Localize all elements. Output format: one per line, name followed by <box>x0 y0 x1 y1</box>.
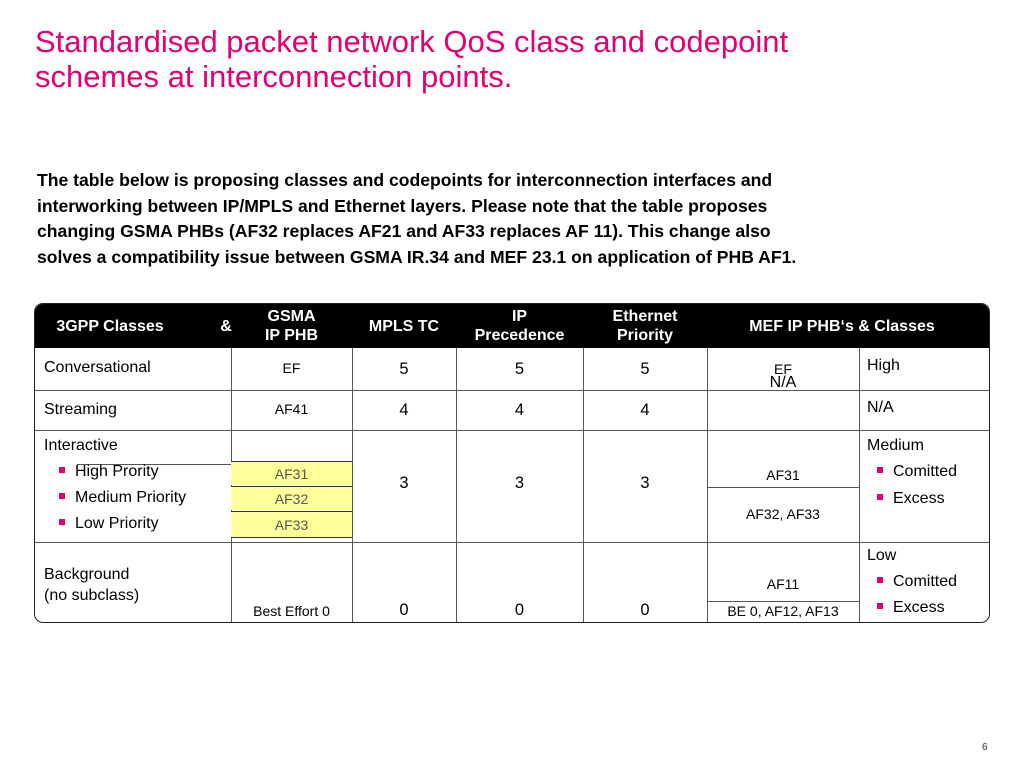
class-background-sub: (no subclass) <box>44 587 140 604</box>
header-gsma-ip-phb <box>231 304 352 348</box>
subclass-label: Medium Priority <box>75 489 187 506</box>
mef-ef: EF <box>774 361 792 377</box>
bullet-icon <box>877 467 883 473</box>
table-header <box>35 304 990 348</box>
ip-3: 3 <box>514 474 525 492</box>
header-text: IP <box>511 308 528 325</box>
list-item <box>877 599 945 617</box>
mef-class-medium: Medium <box>867 437 924 454</box>
subclass-label: High Prority <box>75 463 159 480</box>
list-item <box>59 489 186 507</box>
mef-class-low: Low <box>867 547 897 564</box>
mef-subclass-label: Excess <box>893 599 945 616</box>
title-line: schemes at interconnection points. <box>35 59 513 94</box>
mef-af11: AF11 <box>766 576 800 592</box>
subclass-label: Low Priority <box>75 515 159 532</box>
header-ethernet-priority <box>583 304 707 348</box>
mef-subclass-label: Excess <box>893 490 945 507</box>
header-text: Priority <box>616 327 673 344</box>
phb-af33-highlight: AF33 <box>231 511 352 538</box>
bullet-icon <box>877 494 883 500</box>
mpls-3: 3 <box>399 474 409 492</box>
bullet-icon <box>59 467 65 473</box>
class-conversational: Conversational <box>44 359 151 376</box>
row-separator <box>35 430 990 431</box>
ip-4: 4 <box>514 401 525 419</box>
eth-4: 4 <box>640 401 650 419</box>
phb-af41: AF41 <box>274 401 309 417</box>
bullet-icon <box>877 577 883 583</box>
mef-af32-af33: AF32, AF33 <box>746 506 820 522</box>
slide-title <box>35 24 995 94</box>
header-text: Precedence <box>474 327 565 344</box>
eth-3: 3 <box>640 474 650 492</box>
mpls-4: 4 <box>399 401 409 419</box>
intro-line: interworking between IP/MPLS and Ethernet layers. Please note that the table proposes <box>37 195 768 216</box>
list-item <box>877 490 945 508</box>
row-separator <box>35 542 990 543</box>
page-number: 6 <box>982 742 988 753</box>
list-item <box>59 463 159 481</box>
mef-na: N/A <box>769 374 797 391</box>
row-separator <box>707 601 859 602</box>
intro-paragraph <box>37 168 987 270</box>
bullet-icon <box>59 493 65 499</box>
list-item <box>59 515 159 533</box>
class-streaming: Streaming <box>44 401 117 418</box>
header-mef-classes: MEF IP PHB‘s & Classes <box>749 317 935 335</box>
phb-ef: EF <box>282 360 301 376</box>
mef-subclass-label: Comitted <box>893 573 958 590</box>
intro-line: changing GSMA PHBs (AF32 replaces AF21 and AF33 replaces AF 11). This change also <box>37 221 771 241</box>
mpls-0: 0 <box>399 601 409 619</box>
list-item <box>877 463 957 481</box>
header-ip-precedence <box>456 304 583 348</box>
eth-5: 5 <box>640 360 650 378</box>
class-background: Background <box>44 566 130 583</box>
mef-be0-af12-af13: BE 0, AF12, AF13 <box>727 603 839 619</box>
list-item <box>877 573 957 591</box>
row-separator <box>707 487 859 488</box>
header-ampersand: & <box>220 317 232 335</box>
phb-af32-highlight: AF32 <box>231 486 352 510</box>
mef-class-high: High <box>867 357 900 374</box>
header-mpls-tc: MPLS TC <box>368 317 440 335</box>
class-interactive: Interactive <box>44 437 118 454</box>
intro-line: The table below is proposing classes and codepoints for interconnection interfaces and <box>37 170 773 190</box>
intro-line: solves a compatibility issue between GSMA IR.34 and MEF 23.1 on application of PHB AF1. <box>37 246 797 267</box>
mef-subclass-label: Comitted <box>893 463 958 480</box>
bullet-icon <box>877 603 883 609</box>
mef-af31: AF31 <box>766 467 800 483</box>
header-3gpp-classes: 3GPP Classes <box>56 317 164 335</box>
header-text: GSMA <box>267 308 316 325</box>
qos-table <box>34 303 990 623</box>
phb-best-effort: Best Effort 0 <box>253 603 330 619</box>
ip-5: 5 <box>514 360 525 378</box>
header-text: IP PHB <box>264 327 319 344</box>
eth-0: 0 <box>640 601 650 619</box>
mpls-5: 5 <box>399 360 409 378</box>
header-text: Ethernet <box>612 308 678 325</box>
bullet-icon <box>59 519 65 525</box>
ip-0: 0 <box>514 601 525 619</box>
phb-af31-highlight: AF31 <box>231 461 352 485</box>
mef-class-na: N/A <box>867 399 894 416</box>
title-line: Standardised packet network QoS class and codepoint <box>35 24 789 59</box>
